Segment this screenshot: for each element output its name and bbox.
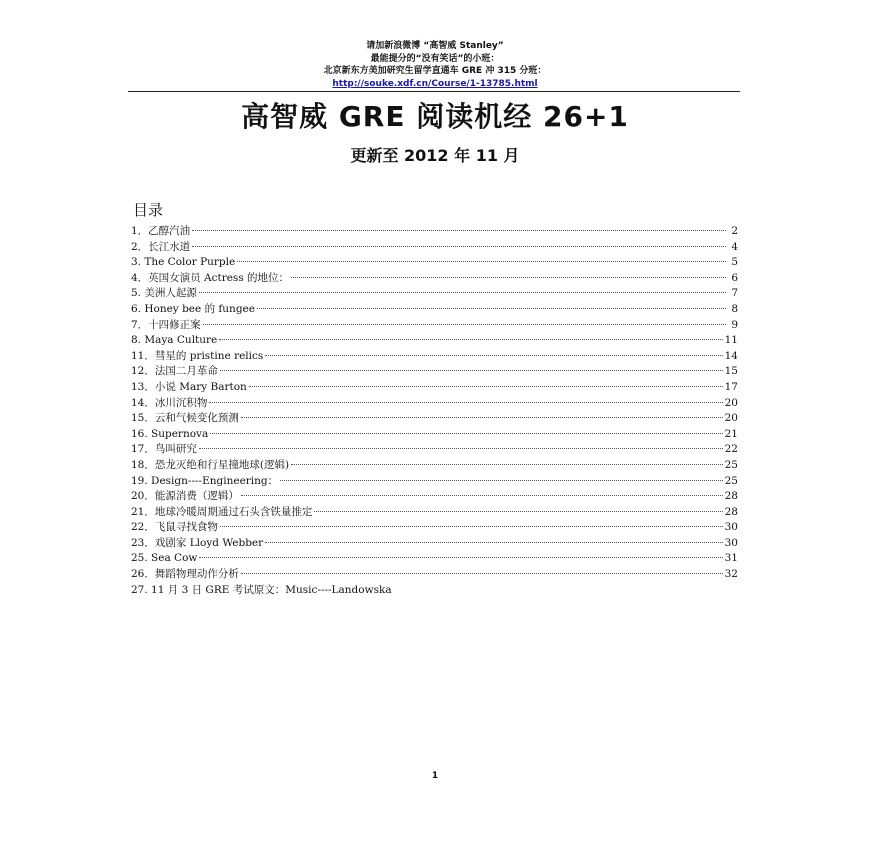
toc-entry-page: 32 — [724, 568, 738, 581]
toc-entry-label: 4．英国女演员 Actress 的地位： — [131, 271, 290, 284]
toc-entry-page: 9 — [731, 318, 738, 331]
toc-dot-leader — [280, 480, 722, 481]
toc-dot-leader — [203, 324, 726, 325]
toc-entry[interactable] — [131, 286, 738, 302]
toc-dot-leader — [314, 511, 722, 512]
header-divider — [128, 91, 740, 92]
toc-dot-leader — [210, 433, 722, 434]
toc-entry[interactable] — [131, 333, 738, 349]
toc-entry-label: 17．鸟叫研究 — [131, 443, 197, 456]
toc-dot-leader — [265, 355, 722, 356]
toc-entry[interactable] — [131, 349, 738, 365]
toc-entry-label: 8. Maya Culture — [131, 334, 218, 347]
toc-entry-page: 8 — [731, 302, 738, 315]
toc-dot-leader — [220, 370, 723, 371]
toc-entry[interactable] — [131, 520, 738, 536]
header-line-class: 最能提分的“没有笑话”的小班： — [370, 53, 500, 64]
page-header — [0, 40, 870, 90]
toc-dot-leader — [257, 308, 726, 309]
toc-dot-leader — [291, 464, 723, 465]
toc-entry-page: 7 — [731, 287, 738, 300]
toc-dot-leader — [249, 386, 723, 387]
toc-entry[interactable] — [131, 224, 738, 240]
toc-entry-page: 21 — [724, 427, 738, 440]
toc-entry[interactable] — [131, 474, 738, 490]
toc-entry-label: 5. 美洲人起源 — [131, 287, 197, 300]
toc-entry-label: 1．乙醇汽油 — [131, 225, 191, 237]
toc-entry[interactable] — [131, 551, 738, 567]
toc-dot-leader — [241, 417, 723, 418]
toc-entry-page: 20 — [724, 396, 738, 409]
toc-entry-page: 5 — [731, 256, 738, 269]
toc-entry-label: 26．舞蹈物理动作分析 — [131, 568, 239, 581]
toc-entry-label: 21．地球冷暖周期通过石头含铁量推定 — [131, 505, 313, 518]
toc-entry-label: 20．能源消费（逻辑） — [131, 490, 239, 503]
toc-dot-leader — [265, 542, 722, 543]
toc-entry-label: 23．戏剧家 Lloyd Webber — [131, 536, 264, 549]
toc-entry-page: 14 — [724, 349, 738, 362]
document-title: 高智威 GRE 阅读机经 26+1 — [241, 100, 629, 133]
toc-entry-label: 25. Sea Cow — [131, 552, 198, 565]
toc-entry-page: 25 — [724, 458, 738, 471]
toc-entry-label: 7．十四修正案 — [131, 318, 201, 331]
toc-dot-leader — [199, 292, 726, 293]
toc-entry[interactable] — [131, 396, 738, 412]
toc-entry-label: 16. Supernova — [131, 427, 209, 440]
toc-dot-leader — [237, 261, 726, 262]
header-line-weibo: 请加新浪微博 “高智威 Stanley” — [366, 41, 504, 51]
toc-entry[interactable] — [131, 505, 738, 521]
toc-entry-label: 6. Honey bee 的 fungee — [131, 302, 255, 315]
toc-entry[interactable] — [131, 411, 738, 427]
toc-entry-label: 13．小说 Mary Barton — [131, 380, 247, 393]
toc-entry[interactable] — [131, 583, 738, 599]
toc-entry-label: 19. Design----Engineering： — [131, 474, 279, 487]
toc-entry-page: 15 — [724, 365, 738, 378]
toc-entry-page: 20 — [724, 412, 738, 425]
toc-entry-label: 3. The Color Purple — [131, 256, 236, 269]
toc-dot-leader — [192, 246, 726, 247]
toc-entry[interactable] — [131, 240, 738, 256]
toc-entry-label: 18．恐龙灭绝和行星撞地球(逻辑) — [131, 458, 290, 471]
toc-entry-label: 11．彗星的 pristine relics — [131, 349, 264, 362]
toc-entry-page: 6 — [731, 271, 738, 284]
toc-entry[interactable] — [131, 536, 738, 552]
toc-entry[interactable] — [131, 364, 738, 380]
toc-entry-page: 4 — [731, 240, 738, 253]
toc-entry[interactable] — [131, 302, 738, 318]
toc-entry[interactable] — [131, 489, 738, 505]
toc-entry-label: 2．长江水道 — [131, 240, 191, 253]
toc-entry-page: 11 — [724, 334, 738, 347]
toc-entry-label: 27. 11 月 3 日 GRE 考试原文：Music----Landowska — [131, 583, 392, 596]
toc-entry[interactable] — [131, 567, 738, 583]
page-number: 1 — [431, 771, 439, 781]
toc-entry[interactable] — [131, 271, 738, 287]
toc-entry-page: 22 — [724, 443, 738, 456]
toc-entry[interactable] — [131, 442, 738, 458]
toc-entry-page: 17 — [724, 380, 738, 393]
toc-dot-leader — [241, 573, 723, 574]
toc-entry[interactable] — [131, 318, 738, 334]
toc-entry-label: 14．冰川沉积物 — [131, 396, 208, 409]
toc-entry-label: 12．法国二月革命 — [131, 365, 218, 378]
table-of-contents — [131, 224, 738, 598]
document-subtitle: 更新至 2012 年 11 月 — [350, 146, 520, 165]
toc-entry[interactable] — [131, 380, 738, 396]
toc-entry-label: 22．飞鼠寻找食物 — [131, 521, 218, 534]
toc-dot-leader — [220, 526, 723, 527]
toc-entry-page: 31 — [724, 552, 738, 565]
toc-entry-page: 25 — [724, 474, 738, 487]
toc-entry-page: 2 — [731, 225, 738, 237]
toc-entry-page: 28 — [724, 505, 738, 518]
toc-dot-leader — [199, 557, 722, 558]
toc-dot-leader — [199, 448, 723, 449]
toc-dot-leader — [291, 277, 726, 278]
toc-dot-leader — [219, 339, 722, 340]
toc-entry[interactable] — [131, 458, 738, 474]
header-line-course: 北京新东方美加研究生留学直通车 GRE 冲 315 分班： — [323, 66, 547, 76]
toc-dot-leader — [209, 402, 722, 403]
toc-entry[interactable] — [131, 255, 738, 271]
toc-entry-page: 28 — [724, 490, 738, 503]
toc-heading: 目录 — [133, 201, 164, 219]
toc-entry-page: 30 — [724, 536, 738, 549]
toc-dot-leader — [192, 230, 726, 231]
toc-dot-leader — [241, 495, 723, 496]
toc-entry[interactable] — [131, 427, 738, 443]
toc-entry-page: 30 — [724, 521, 738, 534]
course-link[interactable]: http://souke.xdf.cn/Course/1-13785.html — [332, 78, 538, 89]
toc-entry-label: 15．云和气候变化预测 — [131, 412, 239, 425]
